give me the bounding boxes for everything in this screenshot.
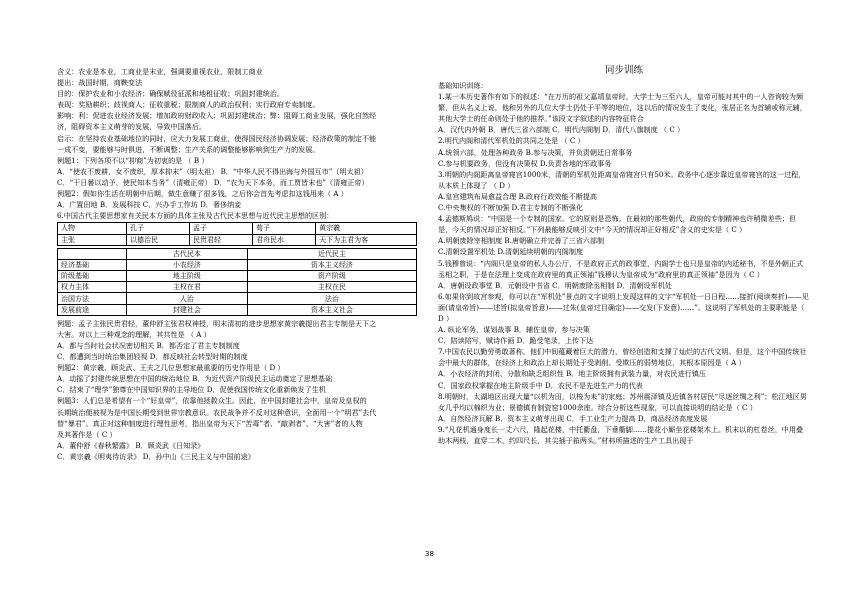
table-row [58,223,417,234]
table-cell: 治国方法 [58,293,127,304]
table-cell [58,248,127,259]
text-line: 提出：战国时期，商鞅变法 [57,78,143,88]
question-text: 7.中国农民以勤劳勇敢著称，他们中间蕴藏着巨大的潜力，曾经创造和支撑了灿烂的古代文明。但是，这个中国传统社会中最大的群体，在经济上和政治上却长期处于受剥削、受欺压的弱势地位，其根本原因是（ A ） [438,347,807,368]
text-line: 表现：奖励耕织；歧视商人；征收重税；限制商人的政治权利；实行政府专卖制度。 [57,100,320,110]
question-text: 2.明代内阁和清代军机处的共同之处是 （ C ） [438,136,585,146]
question-text: 4.孟德斯鸠说：“中国是一个专制的国家。它的原则是恐怖。在最初的那些朝代，政府的专制精神也许稍微差些；但是，今天的情况却正好相反。”下列最能够反映引文中“今天的情况却正好相反”含义的史实是（ C ） [438,214,796,235]
table-cell: 孟子 [190,223,253,234]
question-text: 5.钱穆曾说：“内阁只是皇帝的私人办公厅，不是政府正式的政事堂，内阁学士也只是皇帝的内廷秘书，不是外朝正式丞相之职，于是在法理上变成在政府里的真正领袖”钱穆认为皇帝成为“政府里的真正领袖”是因为（ C ） [438,258,804,279]
table-cell: 阶级基础 [58,271,127,282]
comparison-table [57,248,417,316]
table-row [58,234,417,245]
example-text: 长期统治便被视为是中国长期受到世界宗教意识。农民战争并不反对这种意识，全面用一个“明君”去代 [57,407,377,417]
table-cell: 孔子 [127,223,190,234]
question-options: A．自然经济瓦解 B．资本主义萌芽出现 C．手工业生产力提高 D．商品经济高度发展 [438,413,708,423]
question-options: A．唐朝设政事堂 B．元朝设中书省 C．明朝废除丞相制 D．清朝设军机处 [438,280,672,290]
text-line: 济，阻碍资本主义萌芽的发展，导致中国落后。 [57,122,206,132]
question-options: C．黄宗羲《明夷待访录》 D．孙中山《三民主义与中国前途》 [57,451,255,461]
question-options: A.明朝废除宰相制度 B.唐朝确立并完善了三省六部制 [438,236,605,246]
table-row [58,293,417,304]
table-row [58,271,417,282]
question-text: 8.明朝时，太湖地区出现大量“以机为田，以梭为耒”的家庭；苏州震泽镇及近镇各村居民“尽逐丝绸之利”；松江地区男女几乎均以棉织为业；景德镇有制瓷窑1000余座。综合分析这些现象，可以直接说明的结论是（ C ） [438,391,807,412]
question-options: A．广置田地 B．发展科技 C．兴办手工作坊 D．奢侈纳妾 [57,200,242,210]
table-cell: 法治 [247,293,416,304]
question-options: A．董仲舒《春秋繁露》 B．顾炎武《日知录》 [57,440,205,450]
question-options: C.参与机要政务，但没有决策权 D.负责各地的军政事务 [438,158,612,168]
question-options: A．汉代内外朝 B．唐代三省六部制 C．明代内阁制 D．清代八旗制度 （ C ） [438,125,685,135]
table-cell: 黄宗羲 [316,223,417,234]
question-text: 6.如果你到故宫参观，你可以在“军机处”景点的文字说明上发现这样的文字“军机处一日日程……接折(阅读奏折)——见面(请皇帝旨)——述旨(拟皇帝旨意)——过朱(皇帝过目确定)——交发(下发意)……”。这说明了军机处的主要职能是（ D ） [438,291,809,323]
example-text: 替“暴君”。真正对这种制度进行理性思考，指出皇帝为天下“苦毒”者、“敲剥者”、“大害”者的人物 [57,418,363,428]
text-line: 启示：在坚持农业基础地位的同时，应大力发展工商业，使得国民经济协调发展；经济政策的制定不能 [57,133,377,143]
question-options: A．动摇了封建传统思想在中国的统治地位 B．为近代资产阶级民主运动奠定了思想基础 [57,374,333,384]
table-cell: 主权在民 [247,282,416,293]
question-text: 1.某一本历史著作有如下的叙述：“在万历的祖父嘉靖皇帝时，大学士为三至六人，皇帝可能对其中的一人咨询较为频繁，但从名义上说，他和另外的几位大学士仍处于平等的地位，这以后的情况发生了变化，张居正名为首辅或称元辅，其他大学士的任命则处于他的推荐。”该段文字叙述的内容特征符合 [438,92,807,124]
table-cell: 古代民本 [127,248,248,259]
table-cell: 权力主体 [58,282,127,293]
table-cell: 发展前途 [58,304,127,315]
question-text: 3.明朝的内阁距离皇帝寝宫1000米，清朝的军机处距离皇帝寝宫只有50米。政务中心逐步靠近皇帝寝宫的这一过程，从本质上体现了 （ D ） [438,169,806,190]
question-options: A.皇宫建筑布局愈益合理 B.政府行政效能不断提高 [438,191,597,201]
example-2: 例题2：黄宗羲、顾炎武、王夫之几位思想家最重要的历史作用是（ D ） [57,363,285,373]
example-text: 大害。对以上三种观念的理解，其共性是 （ A ） [57,329,211,339]
text-line: 一成不变，要能够与时俱进，不断调整；生产关系的调整能够影响到生产力的发展。 [57,144,320,154]
table-cell: 君舟民水 [253,234,316,245]
table-cell: 民贵君轻 [190,234,253,245]
table-cell: 人治 [127,293,248,304]
question-options: C．陪读陪写，赋诗作画 D．跪受笔录，上传下达 [438,336,594,346]
question-options: A．都与当时社会状况密切相关 B．都否定了君主专制制度 [57,341,240,350]
question-options: A. 纵论军务，谋划战事 B．辅佐皇帝，参与决策 [438,325,590,335]
table-cell: 以德治民 [127,234,190,245]
question-2: 例题2：假如你生活在明朝中后期，做生意赚了很多钱，之后你会首先考虑扣这钱用来（ A ） [57,189,348,199]
table-cell: 资本主义社会 [247,304,416,315]
table-cell: 资产阶级 [247,271,416,282]
table-cell: 小农经济 [127,259,248,270]
question-options: A.统领六部，处理各种政务 B.参与决策，并负责朝廷日常事务 [438,147,633,157]
question-options: C．都遭到当时统治集团轻视 D．都反映社会转型时期的制度 [57,352,248,362]
question-options: C．“干日晷以动予，使民知本当务”（清雍正帝） D．“农为天下本务，而工贾皆末也”（清雍正帝） [57,177,369,187]
text-line: 影响：利：促进农业经济发展；增加政府财政收入；巩固封建统治；弊：阻碍工商业发展，强化自然经 [57,111,377,121]
text-line: 目的：保护农业和小农经济；确保赋役征派和地租征收；巩固封建统治。 [57,89,284,99]
question-options: C.中央集权的不断加强 D.君主专制的不断强化 [438,203,584,213]
thinkers-table [57,222,417,245]
example-text: 例题3：人们总是希望有一个“好皇帝”，依靠他拯救众生。因此，在中国封建社会中，皇帝及皇权的 [57,396,367,406]
question-options: A．“使农不废耕，女不废织，厚本抑末”（明太祖） B．“中华人民不得出海与外国互市”（明太祖） [57,166,368,176]
subsection-heading: 基础知识训练： [438,81,488,90]
section-heading: 6.中国古代主要思想家有关民本方面的具体主张及古代民本思想与近代民主思想的区别： [57,211,334,221]
table-cell: 天下为主君为客 [316,234,417,245]
left-column [57,66,432,462]
table-cell: 封建社会 [127,304,248,315]
question-options: C．国家政权掌握在地主阶级手中 D．农民不是先进生产力的代表 [438,380,643,390]
page-number: 38 [425,550,434,558]
table-cell: 近代民主 [247,248,416,259]
question-text: 9.“凡花机通身度长一丈六尺，隆起花楼，中托衢盘，下垂衢脚……提花小厮坐花楼架木上。机末以的杠卷丝，中用叠助木两枝，直穿二木，约四尺长，其尖插于筘两头。”材料所描述的生产工具出现于 [438,424,804,445]
section-title: 同步训练 [604,65,643,76]
table-row [58,259,417,270]
example-text: 例题：孟子主张民贵君轻，董仲舒主张君权神授，明末清初的进步思想家黄宗羲提出君主专制是天下之 [57,318,377,328]
table-row [58,248,417,259]
question-options: A．小农经济的封闭、分散和缺乏组织性 B．地主阶级拥有武装力量，对农民进行镇压 [438,369,706,379]
table-cell: 主权在君 [127,282,248,293]
table-cell: 地主阶级 [127,271,248,282]
example-text: 及其著作是（ C ） [57,429,117,439]
table-row [58,282,417,293]
table-cell: 主张 [58,234,127,245]
right-column [438,66,810,446]
table-row [58,304,417,315]
table-cell: 人物 [58,223,127,234]
question-options: C.清朝设置军机处 D.清朝延续明朝的内阁制度 [438,247,584,257]
question-1: 例题1：下列各项不以“抑商”为初衷的是 （ B ） [57,155,209,165]
question-options: C．结束了“理学”独尊在中国知识界的主导地位 D．促使我国传统文化重新焕发了生机 [57,385,326,395]
text-line: 含义：农业是本业，工商业是末业，强调要重视农业，限制工商业 [57,67,263,76]
table-cell: 荀子 [253,223,316,234]
table-cell: 经济基础 [58,259,127,270]
table-cell: 资本主义经济 [247,259,416,270]
